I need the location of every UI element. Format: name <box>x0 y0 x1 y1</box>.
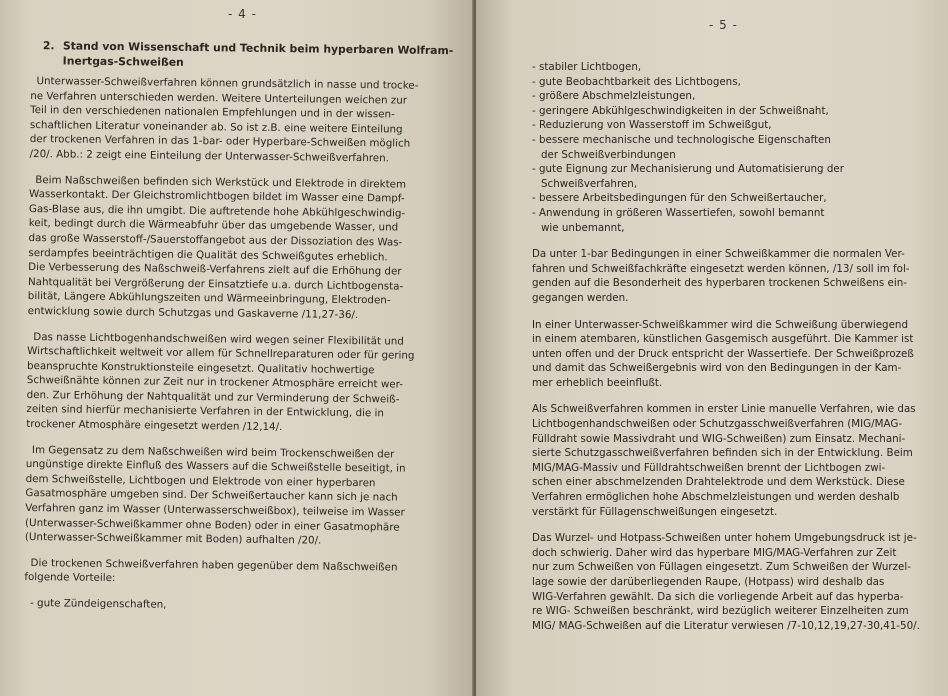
text-line: Verfahren ganz im Wasser (Unterwasserschweißbox), teilweise im Wasser <box>25 501 405 519</box>
text-line: und damit das Schweißergebnis wird von den Bedingungen in der Kam- <box>532 362 902 375</box>
list-item <box>532 191 920 206</box>
text-line: WIG-Verfahren gewählt. Da sich die vorliegende Arbeit auf das hyperba- <box>532 590 904 603</box>
list-item-line: der Schweißverbindungen <box>541 148 676 161</box>
paragraph <box>532 402 920 519</box>
text-line: fahren und Schweißfachkräfte eingesetzt werden können, /13/ soll im fol- <box>532 262 910 275</box>
text-line: schen einer abschmelzenden Drahtelektrode und dem Werkstück. Diese <box>532 476 905 489</box>
advantages-list <box>532 60 920 235</box>
text-line: Verfahren ermöglichen hohe Abschmelzleistungen und werden deshalb <box>532 491 900 504</box>
text-line: Gas-Blase aus, die ihn umgibt. Die auftretende hohe Abkühlgeschwindig- <box>28 202 406 220</box>
text-line: bilität, Längere Abkühlungszeiten und Wärmeeinbringung, Elektroden- <box>27 290 391 307</box>
text-line: beanspruchte Konstruktionsteile eingesetzt. Qualitativ hochwertige <box>26 359 375 376</box>
list-item <box>532 206 920 235</box>
paragraph <box>532 531 920 633</box>
list-item-line: - gute Beobachtbarkeit des Lichtbogens, <box>532 75 741 88</box>
text-line: zeiten sind hierfür mechanisierte Verfahren in der Entwicklung, die in <box>26 403 384 420</box>
list-item-line: wie unbemannt, <box>541 221 625 234</box>
text-line: verstärkt für Füllagenschweißungen eingesetzt. <box>532 505 778 518</box>
list-item <box>532 75 920 90</box>
text-line: das große Wasserstoff-/Sauerstoffangebot aus der Dissoziation des Was- <box>28 231 403 249</box>
text-line: ne Verfahren unterschieden werden. Weitere Unterteilungen weichen zur <box>30 89 408 107</box>
list-item <box>532 118 920 133</box>
text-line: der trockenen Verfahren in das 1-bar- oder Hyperbare-Schweißen möglich <box>29 133 411 151</box>
list-item-line: Schweißverfahren, <box>541 177 638 190</box>
text-line: Wirtschaftlichkeit weltweit vor allem für Schnellreparaturen oder für gering <box>27 345 415 362</box>
list-item-line: - bessere mechanische und technologische Eigenschaften <box>532 133 831 146</box>
text-line: Unterwasser-Schweißverfahren können grundsätzlich in nasse und trocke- <box>36 75 419 92</box>
paragraph <box>24 556 424 590</box>
list-item-line: - stabiler Lichtbogen, <box>532 61 642 73</box>
paragraph <box>25 443 426 550</box>
text-line: ungünstige direkte Einfluß des Wassers auf die Schweißstelle beseitigt, in <box>25 458 406 475</box>
text-line: schaftlichen Literatur voneinander ab. So ist z.B. eine weitere Einteilung <box>29 118 403 136</box>
text-line: Nahtqualität bei Vergrößerung der Einsatztiefe u.a. durch Lichtbogensta- <box>27 275 404 293</box>
text-line: trockener Atmosphäre eingesetzt werden /12,14/. <box>26 418 283 434</box>
text-line: Schweißnähte können zur Zeit nur in trockener Atmosphäre erreicht wer- <box>26 374 404 391</box>
text-line: gegangen werden. <box>532 291 629 304</box>
text-line: In einer Unterwasser-Schweißkammer wird die Schweißung überwiegend <box>532 318 908 331</box>
text-line: Wasserkontakt. Der Gleichstromlichtbogen bildet im Wasser eine Dampf- <box>29 188 405 205</box>
list-item-line: - geringere Abkühlgeschwindigkeiten in der Schweißnaht, <box>532 104 829 117</box>
section-heading <box>42 38 454 73</box>
text-line: mer erheblich beeinflußt. <box>532 376 663 389</box>
left-paragraphs <box>24 74 430 590</box>
list-item <box>532 133 920 162</box>
list-item <box>532 60 920 75</box>
text-line: Das Wurzel- und Hotpass-Schweißen unter hohem Umgebungsdruck ist je- <box>532 532 917 545</box>
section-title-line: Inertgas-Schweißen <box>62 54 184 69</box>
list-item-line: - Reduzierung von Wasserstoff im Schweißgut, <box>532 119 772 132</box>
list-item-line: - bessere Arbeitsbedingungen für den Schweißertaucher, <box>532 192 827 205</box>
text-line: Die Verbesserung des Naßschweiß-Verfahrens zielt auf die Erhöhung der <box>28 261 402 278</box>
list-item <box>532 104 920 119</box>
text-line: Fülldraht sowie Massivdraht und WIG-Schweißen) zum Einsatz. Mechani- <box>532 432 906 445</box>
list-item-line: - Anwendung in größeren Wassertiefen, sowohl bemannt <box>532 206 825 219</box>
list-item-line: - größere Abschmelzleistungen, <box>532 90 696 103</box>
list-item <box>532 89 920 104</box>
text-line: MIG/ MAG-Schweißen auf die Literatur verwiesen /7-10,12,19,27-30,41-50/. <box>532 619 920 632</box>
list-item-line: - gute Eignung zur Mechanisierung und Automatisierung der <box>532 163 844 176</box>
text-line: Da unter 1-bar Bedingungen in einer Schweißkammer die normalen Ver- <box>532 248 905 261</box>
text-line: in einem atembaren, künstlichen Gasgemisch ausgeführt. Die Kammer ist <box>532 333 914 346</box>
right-paragraphs <box>532 247 920 633</box>
text-line: sierte Schutzgasschweißverfahren befinden sich in der Entwicklung. Beim <box>532 447 913 460</box>
text-line: Lichtbogenhandschweißen oder Schutzgasschweißverfahren (MIG/MAG- <box>532 418 903 431</box>
text-line: Das nasse Lichtbogenhandschweißen wird wegen seiner Flexibilität und <box>33 330 404 348</box>
page-number-right: - 5 - <box>709 18 738 32</box>
text-line: folgende Vorteile: <box>24 571 116 585</box>
text-line: unten offen und der Druck entspricht der Wassertiefe. Der Schweißprozeß <box>532 347 914 360</box>
page-number-left: - 4 - <box>228 7 257 21</box>
right-page <box>476 0 948 696</box>
text-line: Beim Naßschweißen befinden sich Werkstück und Elektrode in direktem <box>35 173 407 191</box>
text-line: den. Zur Erhöhung der Nahtqualität und zur Verminderung der Schweiß- <box>26 388 400 406</box>
text-line: Die trockenen Schweißverfahren haben gegenüber dem Naßschweißen <box>30 556 398 574</box>
text-line: lage sowie der darüberliegenden Raupe, (Hotpass) wird deshalb das <box>532 576 885 588</box>
section-title <box>63 38 454 73</box>
text-line: Im Gegensatz zu dem Naßschweißen wird beim Trockenschweißen der <box>31 443 395 461</box>
text-line: (Unterwasser-Schweißkammer ohne Boden) oder in einer Gasatmophäre <box>25 516 400 534</box>
paragraph <box>29 74 430 166</box>
text-line: dem Schweißstelle, Lichtbogen und Elektrode von einer hyperbaren <box>25 472 376 490</box>
text-line: nur zum Schweißen von Füllagen eingesetzt. Zum Schweißen der Wurzel- <box>532 561 911 574</box>
text-line: Als Schweißverfahren kommen in erster Linie manuelle Verfahren, wie das <box>532 403 916 416</box>
left-page-content <box>24 38 454 615</box>
text-line: (Unterwasser-Schweißkammer mit Boden) aufhalten /20/. <box>24 531 322 547</box>
list-item <box>532 162 920 191</box>
section-title-line: Stand von Wissenschaft und Technik beim hyperbaren Wolfram- <box>62 39 454 58</box>
text-line: genden auf die Besonderheit des hyperbaren trockenen Schweißens ein- <box>532 277 907 290</box>
section-number: 2. <box>42 39 55 53</box>
text-line: Teil in den verschiedenen nationalen Empfehlungen und in der wissen- <box>30 104 395 121</box>
text-line: entwicklung sowie durch Schutzgas und Gaskaverne /11,27-36/. <box>27 304 359 321</box>
text-line: re WIG- Schweißen beschränkt, wird bezüglich weiterer Einzelheiten zum <box>532 605 909 618</box>
text-line: Gasatmosphäre umgeben sind. Der Schweißertaucher kann sich je nach <box>25 487 398 504</box>
text-line: MIG/MAG-Massiv und Fülldrahtschweißen brennt der Lichtbogen zwi- <box>532 461 886 474</box>
text-line: doch schwierig. Daher wird das hyperbare MIG/MAG-Verfahren zur Zeit <box>532 546 897 559</box>
paragraph <box>26 329 427 436</box>
text-line: /20/. Abb.: 2 zeigt eine Einteilung der Unterwasser-Schweißverfahren. <box>29 147 390 165</box>
list-item: - gute Zündeigenschaften, <box>30 597 167 611</box>
text-line: keit, bedingt durch die Wärmeabfuhr über das umgebende Wasser, und <box>28 217 399 234</box>
paragraph <box>28 173 430 324</box>
text-line: serdampfes beeinträchtigen die Qualität des Schweißgutes erheblich. <box>28 246 388 263</box>
paragraph <box>532 247 920 305</box>
paragraph <box>532 318 920 391</box>
right-page-content <box>532 60 920 645</box>
